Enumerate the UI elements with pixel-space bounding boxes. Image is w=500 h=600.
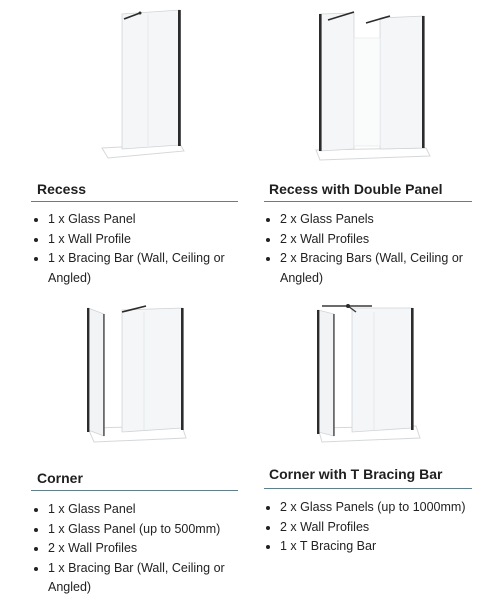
option-title: Recess [37, 181, 87, 197]
recess-illustration [88, 8, 188, 166]
spec-list [31, 210, 246, 288]
title-divider [264, 488, 472, 489]
recess-double-illustration [306, 8, 436, 166]
wall-profile [103, 314, 105, 436]
wall-profile [87, 308, 89, 432]
list-item: 2 x Bracing Bars (Wall, Ceiling or Angled) [263, 249, 478, 288]
glass-panel [122, 308, 182, 432]
option-title: Corner with T Bracing Bar [269, 466, 443, 482]
corner-t-illustration [312, 298, 428, 450]
spec-list [31, 500, 246, 598]
list-item: 2 x Wall Profiles [263, 518, 488, 538]
wall-profile [178, 10, 181, 146]
glass-panel [320, 13, 354, 151]
option-title: Recess with Double Panel [269, 181, 443, 197]
wall-profile [319, 14, 322, 151]
list-item: 1 x Wall Profile [31, 230, 246, 250]
title-divider [31, 201, 238, 202]
wall-profile [181, 308, 184, 430]
list-item: 2 x Glass Panels (up to 1000mm) [263, 498, 488, 518]
list-item: 1 x Glass Panel (up to 500mm) [31, 520, 246, 540]
glass-panel [122, 10, 180, 149]
glass-panel [380, 16, 424, 149]
list-item: 1 x T Bracing Bar [263, 537, 488, 557]
list-item: 2 x Wall Profiles [31, 539, 246, 559]
title-divider [264, 201, 472, 202]
glass-panel [318, 310, 334, 436]
corner-illustration [82, 300, 192, 450]
title-divider [31, 490, 238, 491]
wall-profile [317, 310, 319, 434]
list-item: 2 x Wall Profiles [263, 230, 478, 250]
list-item: 2 x Glass Panels [263, 210, 478, 230]
list-item: 1 x Bracing Bar (Wall, Ceiling or Angled) [31, 559, 246, 598]
wall-profile [333, 314, 335, 436]
wall-profile [411, 308, 414, 430]
option-title: Corner [37, 470, 83, 486]
list-item: 1 x Glass Panel [31, 210, 246, 230]
wall-profile [422, 16, 425, 148]
list-item: 1 x Bracing Bar (Wall, Ceiling or Angled) [31, 249, 246, 288]
glass-panel [352, 308, 412, 432]
glass-panel [88, 308, 104, 436]
list-item: 1 x Glass Panel [31, 500, 246, 520]
spec-list [263, 498, 488, 557]
spec-list [263, 210, 478, 288]
